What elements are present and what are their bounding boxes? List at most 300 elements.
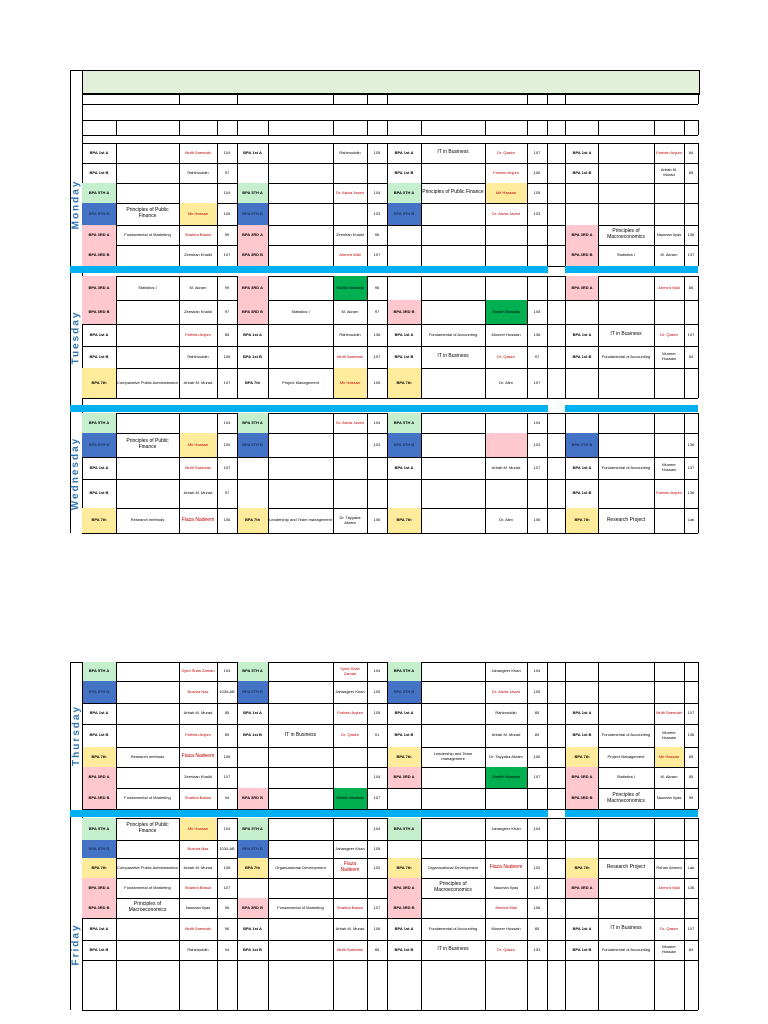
- cell-thursday-b: Fundamental of Marketing: [124, 795, 171, 801]
- grid-line: [598, 143, 599, 266]
- cell-thursday-a: BPA 5TH B: [82, 681, 116, 703]
- cell-thursday-k: Dr. Tayyaba Akram: [489, 753, 523, 759]
- cell-friday-i: BPA 7th: [387, 858, 421, 878]
- cell-friday-f: Organizational Development: [275, 864, 326, 870]
- cell-tuesday-h: 136: [373, 331, 381, 337]
- cell-wednesday-g: [333, 457, 367, 479]
- cell-monday-l: 107: [533, 149, 541, 155]
- cell-friday-k: Dr. Qasim: [497, 946, 515, 952]
- cell-tuesday-k: Sheikh Mustafa: [485, 300, 527, 324]
- day-label-monday: [70, 143, 82, 266]
- cell-friday-p: [684, 818, 698, 840]
- grid-line: [82, 1010, 698, 1011]
- cell-thursday-d: 85: [224, 710, 230, 716]
- cell-monday-n: [598, 203, 654, 225]
- cell-monday-b: [116, 143, 179, 163]
- cell-friday-k: Jahangeer Khan: [491, 825, 521, 831]
- cell-monday-p: 137: [687, 252, 695, 258]
- cell-wednesday-d: 107: [223, 464, 231, 470]
- cell-friday-i: BPA 3RD A: [387, 878, 421, 898]
- grid-line: [217, 413, 218, 533]
- grid-line: [237, 276, 238, 398]
- cell-thursday-f: [268, 747, 333, 767]
- grid-line: [367, 276, 368, 398]
- cell-friday-p: [684, 840, 698, 858]
- cell-friday-c: Rahimuddin: [187, 946, 209, 952]
- grid-line: [698, 276, 699, 398]
- cell-friday-a: BPA 1st A: [89, 925, 109, 931]
- cell-thursday-e: BPA 5TH A: [237, 662, 268, 681]
- cell-thursday-d: 106: [223, 753, 231, 759]
- grid-line: [387, 662, 388, 809]
- cell-friday-c: Bushra Naz: [187, 845, 209, 851]
- cell-monday-o: Farhein Anjum: [656, 149, 682, 155]
- cell-friday-f: [268, 818, 333, 840]
- cell-wednesday-h: 104: [373, 419, 381, 425]
- grid-line: [217, 662, 218, 809]
- cell-thursday-c: Syed Shah Zaman: [181, 668, 215, 674]
- day-label-wednesday: [70, 413, 82, 533]
- cell-monday-i: BPA 1st A: [394, 149, 414, 155]
- grid-line: [547, 818, 548, 1010]
- cell-friday-n: [598, 818, 654, 840]
- cell-tuesday-i: BPA 3RD B: [387, 300, 421, 324]
- cell-friday-a: BPA 5TH B: [82, 840, 116, 858]
- cell-monday-j: [421, 245, 485, 266]
- cell-friday-p: 136: [687, 884, 695, 890]
- cell-thursday-m: BPA 7th: [566, 747, 598, 767]
- cell-tuesday-i: BPA 1st B: [394, 353, 414, 359]
- grid-line: [179, 662, 180, 809]
- cell-thursday-n: [598, 662, 654, 681]
- grid-line: [654, 662, 655, 809]
- grid-line: [547, 93, 548, 104]
- cell-monday-f: [268, 183, 333, 203]
- cell-friday-l: 85: [534, 925, 540, 931]
- grid-line: [387, 413, 388, 533]
- cell-wednesday-g: Dr. Tayyaba Akram: [339, 514, 361, 525]
- cell-tuesday-f: [268, 346, 333, 368]
- cell-thursday-o: Nauman Ilyas: [656, 795, 682, 801]
- cell-tuesday-d: 97: [224, 308, 230, 314]
- cell-thursday-n: Principles of Macroeconomics: [607, 791, 645, 804]
- cell-tuesday-g: Rahimuddin: [339, 331, 361, 337]
- grid-line: [527, 662, 528, 809]
- cell-wednesday-f: [268, 433, 333, 457]
- cell-tuesday-i: BPA 7th: [387, 368, 421, 398]
- grid-line: [217, 818, 218, 1010]
- cell-tuesday-a: BPA 3RD B: [82, 300, 116, 324]
- cell-friday-c: Nauman Ilyas: [185, 904, 211, 910]
- cell-monday-h: 104: [373, 189, 381, 195]
- cell-friday-f: Fundamental of Marketing: [277, 904, 324, 910]
- grid-line: [684, 120, 685, 135]
- cell-wednesday-k: Arbab M. Murad: [491, 464, 521, 470]
- cell-monday-g: Zeeshan Khalid: [336, 231, 364, 237]
- day-separator: [70, 810, 548, 817]
- cell-tuesday-m: [566, 368, 598, 398]
- cell-wednesday-a: BPA 1st A: [89, 464, 109, 470]
- cell-friday-l: 153: [533, 946, 541, 952]
- cell-wednesday-b: Principles of Public Finance: [126, 438, 169, 450]
- cell-wednesday-c: Fiaza Nadeem: [181, 516, 215, 523]
- cell-tuesday-g: Mufti Saeedah: [337, 353, 363, 359]
- grid-line: [698, 413, 699, 533]
- cell-tuesday-c: Rahimuddin: [187, 353, 209, 359]
- cell-monday-j: Principles of Public Finance: [422, 189, 484, 196]
- cell-wednesday-p: [684, 413, 698, 433]
- grid-line: [527, 413, 528, 533]
- cell-thursday-n: Project Management: [607, 753, 645, 759]
- grid-line: [333, 413, 334, 533]
- cell-tuesday-f: [268, 324, 333, 346]
- grid-line: [698, 818, 699, 1010]
- cell-tuesday-o: [654, 300, 684, 324]
- cell-friday-g: Shahira Batool: [336, 904, 364, 910]
- grid-line: [421, 276, 422, 398]
- cell-friday-g: [333, 818, 367, 840]
- cell-friday-j: [421, 898, 485, 918]
- cell-monday-f: [268, 225, 333, 245]
- cell-monday-b: Principles of Public Finance: [126, 207, 169, 219]
- grid-line: [367, 662, 368, 809]
- cell-wednesday-b: [116, 457, 179, 479]
- cell-tuesday-n: Fundamental of Accounting: [601, 353, 651, 359]
- cell-wednesday-a: BPA 5TH B: [82, 433, 116, 457]
- cell-wednesday-i: BPA 1st A: [394, 464, 414, 470]
- cell-monday-f: [268, 143, 333, 163]
- cell-monday-o: Nauman Ilyas: [656, 231, 682, 237]
- grid-line: [547, 662, 548, 809]
- cell-wednesday-p: 137: [687, 464, 695, 470]
- cell-friday-d: 104: [223, 825, 231, 831]
- grid-line: [598, 120, 599, 135]
- cell-thursday-g: Syed Shah Zaman: [340, 665, 360, 676]
- grid-line: [268, 143, 269, 266]
- cell-friday-d: 107: [223, 884, 231, 890]
- grid-line: [565, 818, 566, 1010]
- grid-line: [547, 276, 548, 398]
- cell-tuesday-e: BPA 3RD A: [237, 276, 268, 300]
- cell-thursday-h: [367, 747, 387, 767]
- cell-friday-j: Organizational Development: [427, 864, 479, 870]
- cell-tuesday-p: 107: [687, 331, 695, 337]
- grid-line: [70, 70, 698, 71]
- cell-wednesday-k: [485, 413, 527, 433]
- grid-line: [116, 120, 117, 135]
- cell-tuesday-n: IT in Business: [610, 331, 642, 338]
- cell-monday-f: [268, 203, 333, 225]
- cell-thursday-n: Statistics I: [616, 774, 636, 780]
- grid-line: [82, 398, 698, 399]
- cell-monday-h: 103: [373, 210, 381, 216]
- cell-tuesday-o: Ahmed Wali: [658, 284, 680, 290]
- cell-friday-f: [268, 840, 333, 858]
- cell-thursday-o: Mufti Saeedah: [656, 710, 682, 716]
- cell-monday-o: M. Akram: [660, 252, 678, 258]
- cell-friday-l: 102: [533, 864, 541, 870]
- grid-line: [116, 413, 117, 533]
- cell-tuesday-p: 85: [688, 284, 694, 290]
- grid-line: [217, 276, 218, 398]
- cell-thursday-e: [237, 767, 268, 788]
- grid-line: [654, 120, 655, 135]
- cell-friday-k: Ahmed Wali: [495, 904, 517, 910]
- cell-friday-o: [654, 898, 684, 918]
- grid-line: [565, 662, 566, 809]
- cell-thursday-k: Rahimuddin: [495, 710, 517, 716]
- cell-thursday-g: Dr. Qasim: [341, 732, 359, 738]
- cell-friday-d: 96: [224, 925, 230, 931]
- cell-monday-c: Rahimuddin: [187, 169, 209, 175]
- cell-friday-a: BPA 1st B: [89, 946, 109, 952]
- cell-friday-l: 104: [533, 825, 541, 831]
- cell-thursday-n: [598, 681, 654, 703]
- cell-monday-j: [421, 225, 485, 245]
- cell-thursday-b: [116, 662, 179, 681]
- cell-friday-b: [116, 940, 179, 960]
- cell-thursday-b: [116, 724, 179, 747]
- cell-friday-f: [268, 918, 333, 940]
- cell-monday-d: 105: [223, 210, 231, 216]
- cell-monday-i: [387, 225, 421, 245]
- cell-monday-n: [598, 163, 654, 183]
- cell-friday-o: Ahmed Wali: [658, 884, 680, 890]
- cell-friday-m: [566, 840, 598, 858]
- cell-thursday-l: [527, 788, 547, 809]
- cell-tuesday-l: [527, 276, 547, 300]
- grid-line: [387, 276, 388, 398]
- grid-line: [684, 818, 685, 1010]
- cell-wednesday-o: [654, 413, 684, 433]
- cell-wednesday-m: BPA 1st B: [572, 490, 592, 496]
- cell-monday-n: Principles of Macroeconomics: [607, 228, 645, 240]
- cell-monday-l: [527, 245, 547, 266]
- cell-monday-f: [268, 245, 333, 266]
- cell-tuesday-k: Dr. Qasim: [497, 353, 515, 359]
- cell-wednesday-h: 103: [373, 441, 381, 447]
- cell-friday-e: BPA 5TH A: [237, 818, 268, 840]
- cell-tuesday-o: [654, 368, 684, 398]
- cell-wednesday-p: Lab: [687, 517, 695, 523]
- cell-friday-k: Muneer Hussain: [491, 925, 521, 931]
- grid-line: [485, 662, 486, 809]
- cell-tuesday-b: Statistics I: [138, 284, 157, 290]
- cell-friday-b: [116, 840, 179, 858]
- cell-wednesday-i: BPA 5TH A: [387, 413, 421, 433]
- day-label-friday: [70, 878, 82, 1010]
- cell-thursday-d: 89: [224, 732, 230, 738]
- cell-friday-o: Rehan Ahmed: [656, 864, 682, 870]
- cell-thursday-c: Zeeshan Khalid: [184, 774, 212, 780]
- cell-friday-m: BPA 7th: [566, 858, 598, 878]
- cell-wednesday-o: [654, 508, 684, 533]
- cell-friday-o: Muneer Hussain: [661, 944, 677, 954]
- cell-friday-h: 85: [374, 946, 380, 952]
- cell-friday-i: BPA 3RD B: [387, 898, 421, 918]
- grid-line: [527, 818, 528, 1010]
- cell-thursday-p: 136: [687, 732, 695, 738]
- cell-wednesday-d: 104: [223, 419, 231, 425]
- cell-thursday-b: [116, 703, 179, 724]
- cell-thursday-m: BPA 1st B: [572, 732, 592, 738]
- cell-friday-b: Principles of Public Finance: [126, 822, 169, 834]
- grid-line: [485, 818, 486, 1010]
- cell-tuesday-e: BPA 7th: [244, 379, 261, 385]
- cell-thursday-l: 85: [534, 710, 540, 716]
- cell-monday-o: Arbab M. Murad: [660, 167, 678, 177]
- cell-tuesday-n: [598, 368, 654, 398]
- cell-friday-n: Research Project: [606, 864, 646, 871]
- grid-line: [333, 143, 334, 266]
- cell-wednesday-p: 136: [687, 441, 695, 447]
- cell-tuesday-c: Zeeshan Khalid: [184, 308, 212, 314]
- cell-friday-n: IT in Business: [610, 925, 642, 932]
- cell-thursday-j: Leadership and Team management: [433, 751, 473, 761]
- cell-thursday-e: BPA 3RD B: [237, 788, 268, 809]
- grid-line: [654, 413, 655, 533]
- cell-thursday-m: BPA 3RD B: [566, 788, 598, 809]
- cell-friday-o: [654, 840, 684, 858]
- cell-thursday-l: 106: [533, 753, 541, 759]
- cell-tuesday-a: BPA 1st B: [89, 353, 109, 359]
- cell-thursday-h: 105: [373, 688, 381, 694]
- cell-thursday-a: BPA 5TH A: [82, 662, 116, 681]
- cell-monday-j: IT in Business: [437, 149, 469, 156]
- cell-monday-m: BPA 1st A: [572, 149, 592, 155]
- day-label-text: Friday: [70, 922, 82, 966]
- cell-monday-m: [566, 203, 598, 225]
- cell-thursday-g: Jahangeer Khan: [335, 688, 365, 694]
- grid-line: [598, 662, 599, 809]
- cell-thursday-c: Bushra Naz: [187, 688, 209, 694]
- cell-friday-a: BPA 7th: [82, 858, 116, 878]
- cell-thursday-b: Research methods: [130, 753, 165, 759]
- cell-wednesday-i: BPA 5TH B: [387, 433, 421, 457]
- cell-tuesday-b: Comparative Public Administration: [117, 379, 178, 385]
- cell-wednesday-l: 106: [533, 517, 541, 523]
- grid-line: [485, 413, 486, 533]
- cell-friday-i: BPA 1st B: [394, 946, 414, 952]
- grid-line: [179, 143, 180, 266]
- cell-tuesday-b: [116, 346, 179, 368]
- grid-line: [598, 818, 599, 1010]
- grid-line: [698, 93, 699, 104]
- day-separator: [70, 266, 548, 273]
- cell-wednesday-b: [116, 479, 179, 508]
- cell-friday-l: 106: [533, 904, 541, 910]
- cell-friday-o: Dr. Qasim: [660, 925, 678, 931]
- cell-thursday-b: [116, 767, 179, 788]
- cell-friday-a: BPA 3RD A: [82, 878, 116, 898]
- grid-line: [367, 413, 368, 533]
- grid-line: [547, 143, 548, 266]
- cell-thursday-k: Sheikh Mustafa: [485, 767, 527, 788]
- cell-wednesday-c: [179, 413, 217, 433]
- cell-wednesday-l: [527, 479, 547, 508]
- cell-thursday-l: 89: [534, 732, 540, 738]
- cell-wednesday-l: 104: [533, 419, 541, 425]
- cell-thursday-l: 105: [533, 688, 541, 694]
- cell-tuesday-d: 85: [224, 331, 230, 337]
- cell-wednesday-j: [421, 457, 485, 479]
- cell-friday-c: Shahira Batool: [184, 884, 212, 890]
- cell-wednesday-g: [333, 479, 367, 508]
- cell-tuesday-l: 97: [534, 353, 540, 359]
- cell-friday-j: [421, 840, 485, 858]
- cell-tuesday-g: M. Akram: [341, 308, 359, 314]
- cell-wednesday-b: Research methods: [130, 517, 165, 523]
- cell-wednesday-l: 103: [533, 441, 541, 447]
- cell-monday-h: 96: [374, 231, 380, 237]
- cell-monday-j: [421, 203, 485, 225]
- cell-wednesday-f: Leadership and Team management: [269, 517, 332, 523]
- grid-line: [116, 662, 117, 809]
- cell-wednesday-g: [333, 433, 367, 457]
- grid-line: [527, 120, 528, 135]
- cell-tuesday-k: [485, 276, 527, 300]
- grid-line: [485, 143, 486, 266]
- cell-monday-m: [566, 183, 598, 203]
- cell-monday-c: [179, 183, 217, 203]
- cell-monday-a: BPA 1st A: [89, 149, 109, 155]
- cell-monday-g: [333, 203, 367, 225]
- cell-thursday-h: 107: [373, 795, 381, 801]
- cell-thursday-g: Sheikh Mustafa: [333, 788, 367, 809]
- cell-wednesday-d: 106: [223, 517, 231, 523]
- cell-thursday-a: BPA 7th: [82, 747, 116, 767]
- grid-line: [547, 120, 548, 135]
- cell-monday-b: Fundamental of Marketing: [124, 231, 171, 237]
- cell-monday-g: Ahmed Wali: [339, 252, 361, 258]
- cell-thursday-j: [421, 662, 485, 681]
- cell-thursday-i: BPA 1st A: [394, 710, 414, 716]
- grid-line: [565, 120, 566, 135]
- cell-thursday-p: 99: [688, 795, 694, 801]
- cell-thursday-j: [421, 703, 485, 724]
- cell-monday-h: 107: [373, 252, 381, 258]
- cell-thursday-p: [684, 681, 698, 703]
- cell-monday-a: BPA 1st B: [89, 169, 109, 175]
- cell-monday-g: [333, 163, 367, 183]
- grid-line: [217, 120, 218, 135]
- grid-line: [179, 413, 180, 533]
- cell-thursday-o: M. Akram: [660, 774, 678, 780]
- cell-friday-b: Fundamental of Marketing: [124, 884, 171, 890]
- cell-friday-h: [367, 878, 387, 898]
- day-label-tuesday: [70, 276, 82, 398]
- cell-thursday-n: Fundamental of Accounting: [601, 732, 651, 738]
- cell-thursday-c: Fiaza Nadeem: [181, 753, 215, 760]
- cell-wednesday-j: [421, 508, 485, 533]
- cell-tuesday-j: Fundamental of Accounting: [428, 331, 478, 337]
- cell-thursday-j: [421, 724, 485, 747]
- cell-friday-g: Mufti Saeedah: [337, 946, 363, 952]
- cell-friday-e: BPA 7th: [237, 858, 268, 878]
- cell-tuesday-c: Farhein Anjum: [185, 331, 211, 337]
- grid-line: [237, 662, 238, 809]
- grid-line: [565, 143, 566, 266]
- grid-line: [684, 413, 685, 533]
- cell-friday-j: Principles of Macroeconomics: [434, 881, 472, 893]
- cell-monday-a: BPA 5TH A: [82, 183, 116, 203]
- cell-monday-e: BPA 5TH A: [237, 183, 268, 203]
- cell-friday-n: [598, 878, 654, 898]
- cell-friday-g: Arbab M. Murad: [335, 925, 365, 931]
- grid-line: [82, 104, 698, 105]
- cell-monday-l: [527, 225, 547, 245]
- cell-wednesday-n: [598, 433, 654, 457]
